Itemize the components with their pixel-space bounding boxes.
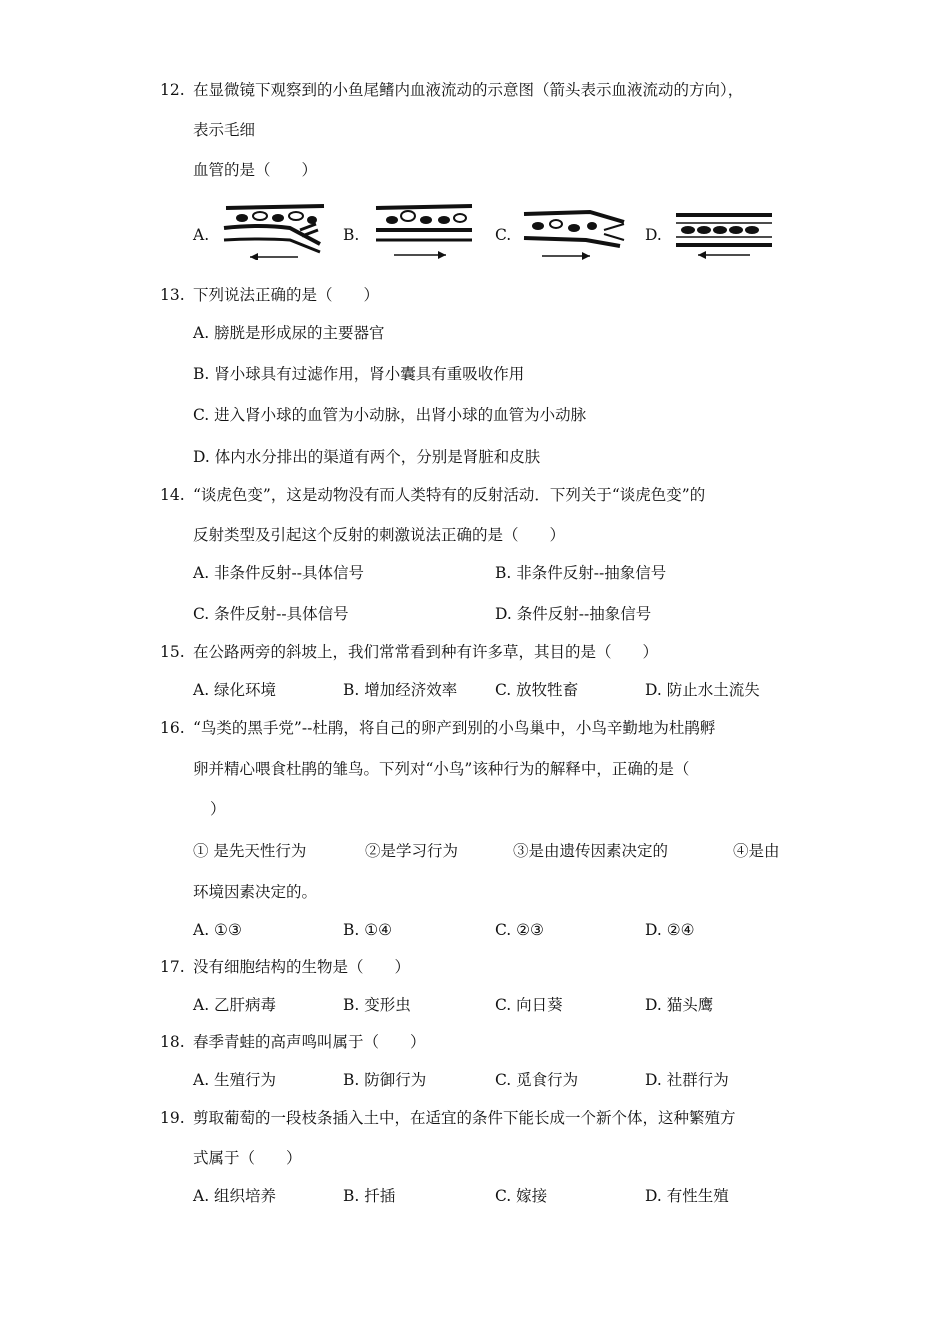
q16-option-d: D. ②④ bbox=[645, 921, 695, 939]
q12-option-a-label: A. bbox=[193, 226, 210, 244]
q19-stem-line2: 式属于（ ） bbox=[193, 1149, 302, 1167]
q16-number: 16. bbox=[160, 719, 185, 737]
q14-option-d: D. 条件反射--抽象信号 bbox=[495, 605, 652, 623]
q12-stem-line3: 血管的是（ ） bbox=[193, 161, 318, 179]
q13-stem: 下列说法正确的是（ ） bbox=[193, 286, 380, 304]
q12-option-d-label: D. bbox=[645, 226, 662, 244]
q14-option-c: C. 条件反射--具体信号 bbox=[193, 605, 349, 623]
q14-number: 14. bbox=[160, 486, 185, 504]
q12-figure-b bbox=[372, 200, 477, 260]
q19-option-a: A. 组织培养 bbox=[193, 1187, 277, 1205]
q19-stem-line1: 剪取葡萄的一段枝条插入土中，在适宜的条件下能长成一个新个体，这种繁殖方 bbox=[193, 1109, 736, 1127]
q18-stem: 春季青蛙的高声鸣叫属于（ ） bbox=[193, 1033, 426, 1051]
q17-stem: 没有细胞结构的生物是（ ） bbox=[193, 958, 411, 976]
q13-option-c: C. 进入肾小球的血管为小动脉，出肾小球的血管为小动脉 bbox=[193, 406, 587, 424]
q18-option-c: C. 觅食行为 bbox=[495, 1071, 579, 1089]
q16-stem-line1: “鸟类的黑手党”--杜鹃，将自己的卵产到别的小鸟巢中，小鸟辛勤地为杜鹃孵 bbox=[193, 719, 716, 737]
q19-option-d: D. 有性生殖 bbox=[645, 1187, 729, 1205]
q17-option-c: C. 向日葵 bbox=[495, 996, 563, 1014]
q17-option-d: D. 猫头鹰 bbox=[645, 996, 714, 1014]
q12-stem-line2: 表示毛细 bbox=[193, 121, 256, 139]
q13-option-d: D. 体内水分排出的渠道有两个，分别是肾脏和皮肤 bbox=[193, 448, 541, 466]
q12-number: 12. bbox=[160, 81, 185, 99]
q16-option-a: A. ①③ bbox=[193, 921, 242, 939]
q16-stem-line2: 卵并精心喂食杜鹃的雏鸟。下列对“小鸟”该种行为的解释中，正确的是（ bbox=[193, 760, 690, 778]
q12-option-b-label: B. bbox=[343, 226, 360, 244]
q16-item-2: ②是学习行为 bbox=[365, 842, 459, 860]
q14-stem-line2: 反射类型及引起这个反射的刺激说法正确的是（ ） bbox=[193, 526, 566, 544]
q12-figure-a bbox=[220, 200, 328, 260]
q14-option-b: B. 非条件反射--抽象信号 bbox=[495, 564, 667, 582]
q15-option-d: D. 防止水土流失 bbox=[645, 681, 760, 699]
q18-number: 18. bbox=[160, 1033, 185, 1051]
q12-figure-d bbox=[672, 205, 777, 260]
q16-option-c: C. ②③ bbox=[495, 921, 544, 939]
q17-option-a: A. 乙肝病毒 bbox=[193, 996, 277, 1014]
q16-item-3: ③是由遗传因素决定的 bbox=[513, 842, 669, 860]
q18-option-a: A. 生殖行为 bbox=[193, 1071, 277, 1089]
q19-number: 19. bbox=[160, 1109, 185, 1127]
q16-option-b: B. ①④ bbox=[343, 921, 393, 939]
q15-number: 15. bbox=[160, 643, 185, 661]
q12-stem-line1: 在显微镜下观察到的小鱼尾鳍内血液流动的示意图（箭头表示血液流动的方向）， bbox=[193, 81, 744, 99]
q12-figure-c bbox=[520, 200, 630, 260]
q18-option-d: D. 社群行为 bbox=[645, 1071, 729, 1089]
q15-option-b: B. 增加经济效率 bbox=[343, 681, 458, 699]
q13-option-a: A. 膀胱是形成尿的主要器官 bbox=[193, 324, 385, 342]
q16-item-4: ④是由 bbox=[733, 842, 780, 860]
q19-option-c: C. 嫁接 bbox=[495, 1187, 548, 1205]
q15-option-a: A. 绿化环境 bbox=[193, 681, 277, 699]
q15-stem: 在公路两旁的斜坡上，我们常常看到种有许多草，其目的是（ ） bbox=[193, 643, 659, 661]
q12-option-c-label: C. bbox=[495, 226, 512, 244]
q16-stem-line5: 环境因素决定的。 bbox=[193, 883, 318, 901]
q16-stem-line3: ） bbox=[210, 800, 226, 818]
q17-number: 17. bbox=[160, 958, 185, 976]
q17-option-b: B. 变形虫 bbox=[343, 996, 411, 1014]
q18-option-b: B. 防御行为 bbox=[343, 1071, 427, 1089]
q19-option-b: B. 扦插 bbox=[343, 1187, 396, 1205]
q16-item-1: ① 是先天性行为 bbox=[193, 842, 307, 860]
q13-number: 13. bbox=[160, 286, 185, 304]
q13-option-b: B. 肾小球具有过滤作用，肾小囊具有重吸收作用 bbox=[193, 365, 525, 383]
q15-option-c: C. 放牧牲畜 bbox=[495, 681, 579, 699]
q14-option-a: A. 非条件反射--具体信号 bbox=[193, 564, 365, 582]
q14-stem-line1: “谈虎色变”，这是动物没有而人类特有的反射活动．下列关于“谈虎色变”的 bbox=[193, 486, 706, 504]
